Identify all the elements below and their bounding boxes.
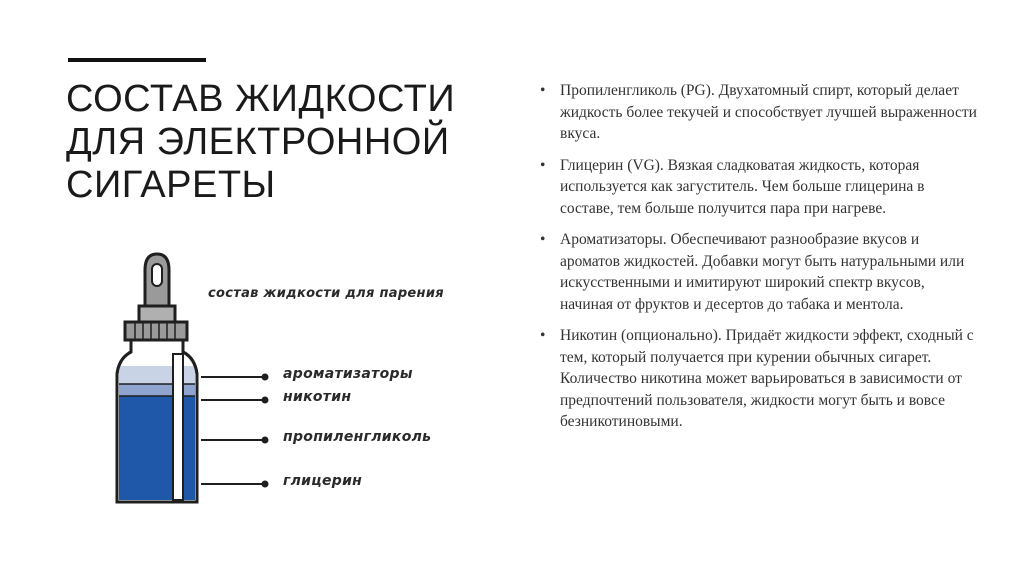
liquid-composition-illustration [95,250,515,520]
title-line: ДЛЯ ЭЛЕКТРОННОЙ [66,121,450,163]
pipette-tube [173,354,183,500]
layer-label-nicotine: никотин [283,389,352,405]
list-item: • Пропиленгликоль (PG). Двухатомный спирт, который делает жидкость более текучей и способствует лучшей выраженности вкуса. [538,80,978,145]
title-line: СИГАРЕТЫ [66,164,276,206]
pointer-lines [201,377,265,484]
cap-upper [139,306,175,322]
list-item: • Никотин (опционально). Придаёт жидкости эффект, сходный с тем, который получается при курении обычных сигарет. Количество никотина может варьироваться в зависимости от предпочтений пользователя, жидкости могут быть и вовсе безникотиновыми. [538,325,978,433]
slide-title [66,78,506,207]
composition-bullet-list [538,80,978,443]
title-accent-rule [68,58,206,62]
layer-label-flavors: ароматизаторы [283,366,413,382]
list-item: • Ароматизаторы. Обеспечивают разнообразие вкусов и ароматов жидкостей. Добавки могут быть натуральными или искусственными и имитируют широкий спектр вкусов, начиная от фруктов и десертов до табака и ментола. [538,229,978,315]
dropper-bulb-hole [152,264,162,286]
title-line: СОСТАВ ЖИДКОСТИ [66,78,456,120]
layer-label-vg: глицерин [283,473,363,489]
pointer-dots [262,374,269,488]
layer-label-pg: пропиленгликоль [283,429,432,445]
list-item: • Глицерин (VG). Вязкая сладковатая жидкость, которая используется как загуститель. Чем больше глицерина в составе, тем больше получится пара при нагреве. [538,155,978,220]
illustration-caption: состав жидкости для парения [208,286,444,301]
